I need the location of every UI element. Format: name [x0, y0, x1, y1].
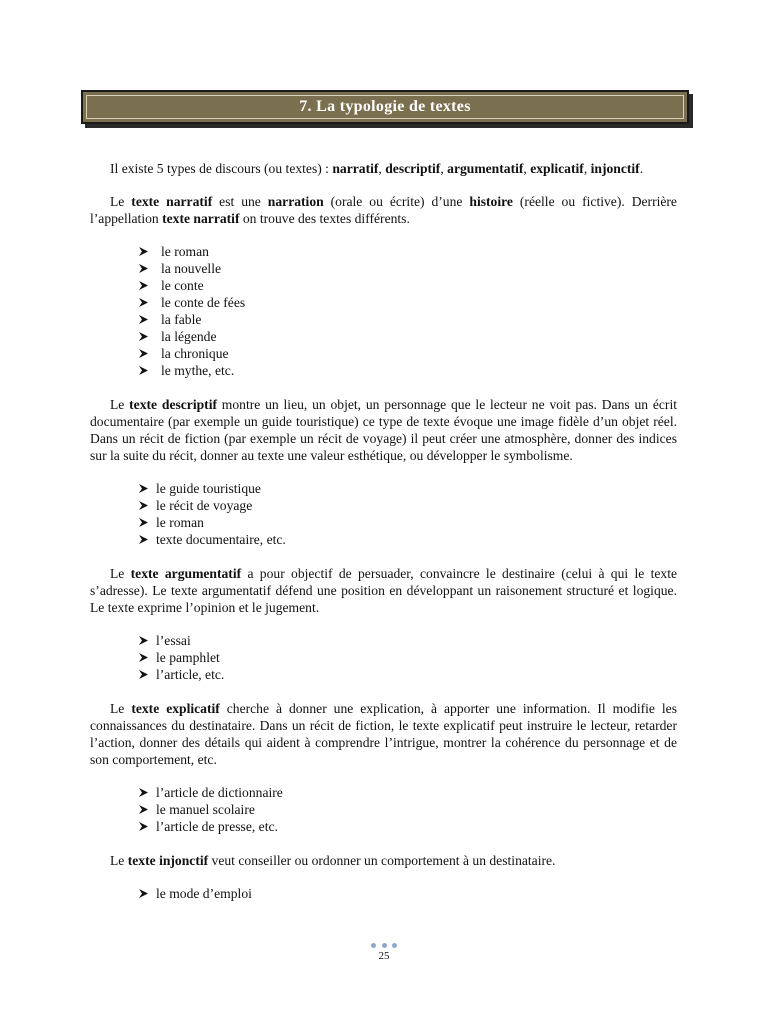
chapter-title-banner: [81, 90, 689, 124]
list-item-text: le mode d’emploi: [156, 886, 252, 901]
arrow-bullet-icon: [138, 787, 149, 798]
list-item-text: texte documentaire, etc.: [156, 532, 286, 547]
arrow-bullet-icon: [138, 804, 149, 815]
list-item-text: le roman: [161, 244, 209, 259]
list-item: [138, 818, 677, 835]
arrow-bullet-icon: [138, 246, 149, 257]
list-item: [138, 649, 677, 666]
list-item-text: le pamphlet: [156, 650, 220, 665]
list-item-text: le mythe, etc.: [161, 363, 235, 378]
list-item: [138, 294, 677, 311]
term-narration: narration: [267, 194, 324, 209]
arrow-bullet-icon: [138, 652, 149, 663]
list-item: [138, 277, 677, 294]
arrow-bullet-icon: [138, 331, 149, 342]
type-narratif: narratif: [332, 161, 379, 176]
list-item: [138, 531, 677, 548]
list-item-text: le manuel scolaire: [156, 802, 255, 817]
list-item: [138, 497, 677, 514]
text: cherche à donner une explication, à apporter une information. Il modifie les connaissances du destinataire. Dans un récit de fiction, le texte explicatif peut instruire le lecteur, retarder l’action, donner des détails qui aident à comprendre l’intrigue, montrer la cohérence du personnage et de son comportement, etc.: [90, 701, 677, 767]
list-item-text: le récit de voyage: [156, 498, 253, 513]
arrow-bullet-icon: [138, 365, 149, 376]
list-item-text: la chronique: [161, 346, 229, 361]
injonctif-paragraph: [90, 852, 677, 869]
list-item-text: la légende: [161, 329, 217, 344]
list-item: [138, 632, 677, 649]
descriptif-list: [138, 480, 677, 548]
text: Le: [110, 853, 128, 868]
arrow-bullet-icon: [138, 314, 149, 325]
page-number: 25: [378, 950, 390, 962]
explicatif-list: [138, 784, 677, 835]
separator: ,: [583, 161, 591, 176]
list-item-text: la nouvelle: [161, 261, 222, 276]
text: Le: [110, 397, 130, 412]
footer-ornament: [371, 941, 397, 949]
descriptif-paragraph: [90, 396, 677, 464]
list-item: [138, 362, 677, 379]
arrow-bullet-icon: [138, 297, 149, 308]
list-item-text: l’essai: [156, 633, 191, 648]
arrow-bullet-icon: [138, 348, 149, 359]
text: est une: [212, 194, 268, 209]
text: (orale ou écrite) d’une: [323, 194, 470, 209]
arrow-bullet-icon: [138, 821, 149, 832]
term-texte-injonctif: texte injonctif: [127, 853, 209, 868]
term-texte-narratif: texte narratif: [131, 194, 213, 209]
arrow-bullet-icon: [138, 534, 149, 545]
separator: ,: [378, 161, 386, 176]
term-texte-descriptif: texte descriptif: [129, 397, 217, 412]
list-item: [138, 514, 677, 531]
text: Le: [110, 566, 131, 581]
term-texte-argumentatif: texte argumentatif: [130, 566, 242, 581]
list-item: [138, 328, 677, 345]
list-item: [138, 784, 677, 801]
text: a pour objectif de persuader, convaincre le destinaire (celui à qui le texte s’adresse). Le texte argumentatif défend une position en développant un raisonement structuré et logique. Le texte exprime l’opinion et le jugement.: [90, 566, 677, 615]
list-item: [138, 885, 677, 902]
dot-icon: [382, 943, 387, 948]
main-content: [90, 160, 677, 919]
text: montre un lieu, un objet, un personnage que le lecteur ne voit pas. Dans un écrit documentaire (par exemple un guide touristique) ce type de texte évoque une image fidèle d’un objet réel. Dans un récit de fiction (par exemple un récit de voyage) il peut créer une atmosphère, donner des indices sur la suite du récit, donner au texte une valeur esthétique, ou développer le symbolisme.: [90, 397, 678, 463]
type-explicatif: explicatif: [530, 161, 584, 176]
arrow-bullet-icon: [138, 500, 149, 511]
intro-paragraph: [90, 160, 677, 177]
chapter-title: 7. La typologie de textes: [299, 98, 471, 115]
type-descriptif: descriptif: [385, 161, 441, 176]
list-item-text: le conte de fées: [161, 295, 246, 310]
list-item: [138, 801, 677, 818]
text: (réelle ou fictive). Derrière l’appellation: [90, 194, 677, 226]
explicatif-paragraph: [90, 700, 677, 768]
list-item-text: l’article, etc.: [156, 667, 225, 682]
list-item-text: l’article de presse, etc.: [156, 819, 278, 834]
narratif-list: [138, 243, 677, 379]
list-item-text: le guide touristique: [156, 481, 261, 496]
arrow-bullet-icon: [138, 483, 149, 494]
text: on trouve des textes différents.: [239, 211, 410, 226]
term-texte-narratif: texte narratif: [162, 211, 240, 226]
dot-icon: [371, 943, 376, 948]
arrow-bullet-icon: [138, 669, 149, 680]
dot-icon: [392, 943, 397, 948]
list-item: [138, 345, 677, 362]
type-injonctif: injonctif: [590, 161, 640, 176]
narratif-paragraph: [90, 193, 677, 227]
arrow-bullet-icon: [138, 635, 149, 646]
list-item: [138, 243, 677, 260]
list-item-text: le conte: [161, 278, 204, 293]
list-item-text: la fable: [161, 312, 202, 327]
separator: ,: [523, 161, 531, 176]
list-item: [138, 260, 677, 277]
argumentatif-paragraph: [90, 565, 677, 616]
text: Le: [110, 701, 132, 716]
list-item: [138, 480, 677, 497]
arrow-bullet-icon: [138, 280, 149, 291]
text: veut conseiller ou ordonner un comportement à un destinataire.: [208, 853, 556, 868]
arrow-bullet-icon: [138, 888, 149, 899]
intro-text: Il existe 5 types de discours (ou textes) :: [110, 161, 333, 176]
type-argumentatif: argumentatif: [447, 161, 524, 176]
arrow-bullet-icon: [138, 263, 149, 274]
text: Le: [110, 194, 132, 209]
list-item-text: le roman: [156, 515, 204, 530]
term-texte-explicatif: texte explicatif: [131, 701, 220, 716]
term-histoire: histoire: [469, 194, 513, 209]
list-item-text: l’article de dictionnaire: [156, 785, 283, 800]
list-item: [138, 666, 677, 683]
separator: ,: [440, 161, 448, 176]
injonctif-list: [138, 885, 677, 902]
arrow-bullet-icon: [138, 517, 149, 528]
list-item: [138, 311, 677, 328]
separator: .: [639, 161, 644, 176]
argumentatif-list: [138, 632, 677, 683]
